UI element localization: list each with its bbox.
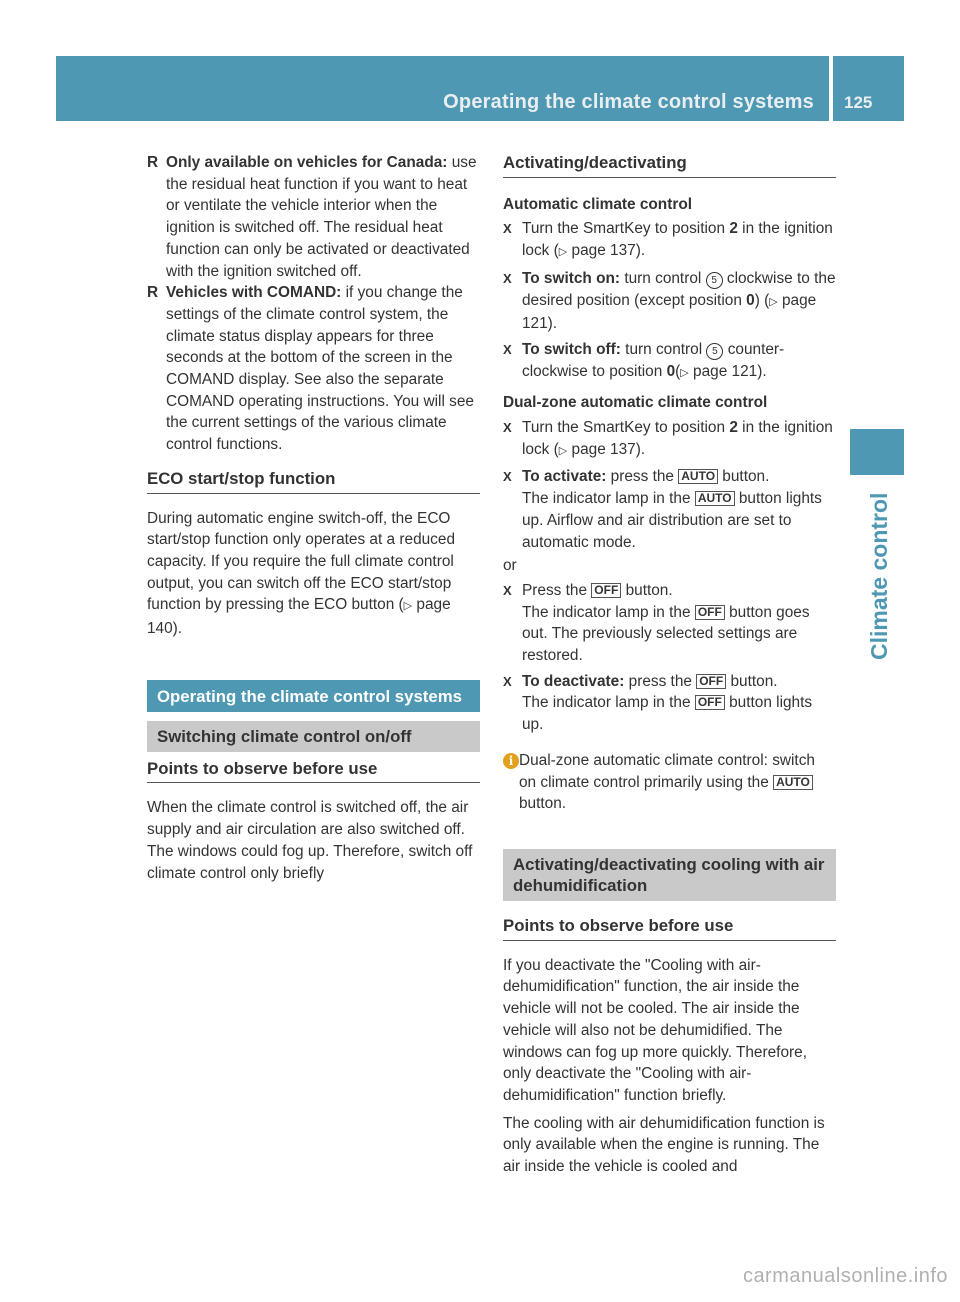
points-paragraph: When the climate control is switched off, the air supply and air circulation are also switched off. The windows could fog up. Therefore, switch off climate control only briefly (147, 799, 473, 882)
bullet-text: use the residual heat function if you want to heat or ventilate the vehicle interior when the ignition is switched off. The residual heat function can only be activated or deactivated with the ignition switched off. (166, 154, 477, 280)
info-note (503, 750, 836, 815)
step-text: button lights up. Airflow and air distribution are set to automatic mode. (522, 490, 822, 551)
step-text: The indicator lamp in the (522, 603, 695, 621)
list-item (147, 282, 480, 456)
eco-text: During automatic engine switch-off, the ECO start/stop function only operates at a reduced capacity. If you require the full climate control output, you can switch off the ECO start/stop function by pressing the ECO button ( (147, 509, 456, 614)
bullet-lead: Only available on vehicles for Canada: (166, 154, 448, 171)
step-text: button. (726, 672, 778, 690)
subheading: Dual-zone automatic climate control (503, 394, 768, 412)
step-lead: To activate: (522, 468, 607, 486)
step-text: press the (606, 468, 679, 486)
step-text: press the (624, 672, 697, 690)
step-icon: X (503, 582, 512, 598)
step-icon: X (503, 341, 512, 357)
section-heading: Points to observe before use (147, 758, 480, 784)
right-column (503, 152, 836, 1178)
step-icon: X (503, 221, 512, 237)
step-value: 2 (729, 419, 738, 437)
list-item (503, 268, 836, 335)
step-value: 2 (729, 220, 738, 238)
step-value: 0 (746, 291, 755, 309)
cooling-paragraph-2: The cooling with air dehumidification function is only available when the engine is running. The air inside the vehicle is cooled and (503, 1114, 825, 1176)
step-text: The indicator lamp in the (522, 490, 695, 508)
bullet-text: if you change the settings of the climate control system, the climate status display appears for three seconds at the bottom of the screen in the COMAND display. See also the separate COMAND operating instructions. You will see the current settings of the various climate control functions. (166, 284, 474, 454)
step-value: 0 (666, 362, 676, 380)
off-button-icon: OFF (696, 674, 726, 689)
step-text: turn control (620, 340, 707, 358)
chapter-label: Climate control (866, 492, 892, 660)
list-item (503, 580, 836, 667)
bullet-icon: R (147, 284, 159, 302)
subsection-banner: Activating/deactivating cooling with air dehumidification (503, 849, 836, 901)
left-column (147, 152, 480, 884)
page-ref-icon: ▷ (769, 295, 778, 308)
page-ref[interactable]: page 121). (522, 291, 817, 333)
step-text: The indicator lamp in the (522, 694, 695, 712)
info-icon: i (503, 753, 519, 769)
subsection-banner: Switching climate control on/off (147, 721, 480, 752)
bullet-lead: Vehicles with COMAND: (166, 284, 342, 302)
auto-button-icon: AUTO (678, 469, 718, 484)
section-heading: ECO start/stop function (147, 468, 480, 494)
list-item (147, 152, 480, 282)
page-header (56, 56, 904, 121)
eco-paragraph (147, 508, 480, 640)
step-text: button. (621, 581, 673, 599)
section-banner: Operating the climate control systems (147, 680, 480, 712)
page-ref[interactable]: page 137). (571, 242, 646, 260)
page-number: 125 (844, 93, 873, 112)
page-ref-icon: ▷ (680, 366, 689, 379)
step-text: counter-clockwise to position (522, 340, 785, 380)
page-ref-icon: ▷ (558, 444, 568, 457)
page-ref-icon: ▷ (558, 246, 568, 259)
list-item (503, 417, 836, 462)
header-title: Operating the climate control systems (443, 91, 814, 113)
list-item (503, 218, 836, 263)
auto-button-icon: AUTO (773, 775, 813, 790)
bullet-icon: R (147, 154, 159, 171)
list-item (503, 466, 836, 553)
control-number-icon: 5 (706, 343, 723, 360)
off-button-icon: OFF (695, 695, 725, 710)
chapter-tab (850, 429, 904, 475)
step-text: ( (675, 362, 681, 380)
step-icon: X (503, 673, 512, 689)
step-lead: To switch on: (522, 269, 621, 287)
section-heading: Activating/deactivating (503, 152, 836, 178)
step-text: in the ignition lock ( (522, 220, 833, 260)
page-ref-icon: ▷ (403, 600, 413, 613)
info-text: Dual-zone automatic climate control: switch on climate control primarily using the (519, 751, 815, 791)
step-icon: X (503, 270, 512, 286)
step-lead: To switch off: (522, 340, 621, 358)
step-text: button goes out. The previously selected settings are restored. (522, 603, 810, 665)
control-number-icon: 5 (706, 272, 723, 289)
off-button-icon: OFF (591, 583, 621, 598)
info-text: button. (519, 795, 567, 813)
off-button-icon: OFF (695, 605, 725, 620)
header-divider (829, 56, 833, 121)
list-item (503, 671, 836, 736)
page-ref[interactable]: page 140). (147, 596, 451, 638)
watermark: carmanualsonline.info (742, 1265, 948, 1287)
step-text: clockwise to the desired position (except position (522, 269, 836, 309)
step-icon: X (503, 420, 512, 436)
step-text: Turn the SmartKey to position (522, 220, 730, 238)
page-ref[interactable]: page 137). (571, 440, 646, 458)
section-heading: Points to observe before use (503, 915, 836, 941)
step-text: turn control (620, 269, 706, 287)
page-ref[interactable]: page 121). (693, 362, 767, 380)
step-lead: To deactivate: (522, 672, 625, 690)
auto-button-icon: AUTO (695, 491, 735, 506)
step-text: button. (718, 468, 770, 486)
step-text: Turn the SmartKey to position (522, 419, 730, 437)
step-icon: X (503, 469, 512, 485)
subheading: Automatic climate control (503, 195, 692, 213)
step-text: ) ( (754, 291, 770, 309)
step-text: in the ignition lock ( (522, 419, 833, 458)
list-item (503, 339, 836, 384)
or-label: or (503, 557, 517, 575)
step-text: Press the (522, 581, 592, 599)
step-text: button lights up. (522, 694, 813, 734)
cooling-paragraph: If you deactivate the "Cooling with air-dehumidification" function, the air inside the vehicle will not be cooled. The air inside the vehicle will also not be dehumidified. The windows can fog up more quickly. Therefore, only deactivate the "Cooling with air-dehumidification" function briefly. (503, 956, 807, 1104)
